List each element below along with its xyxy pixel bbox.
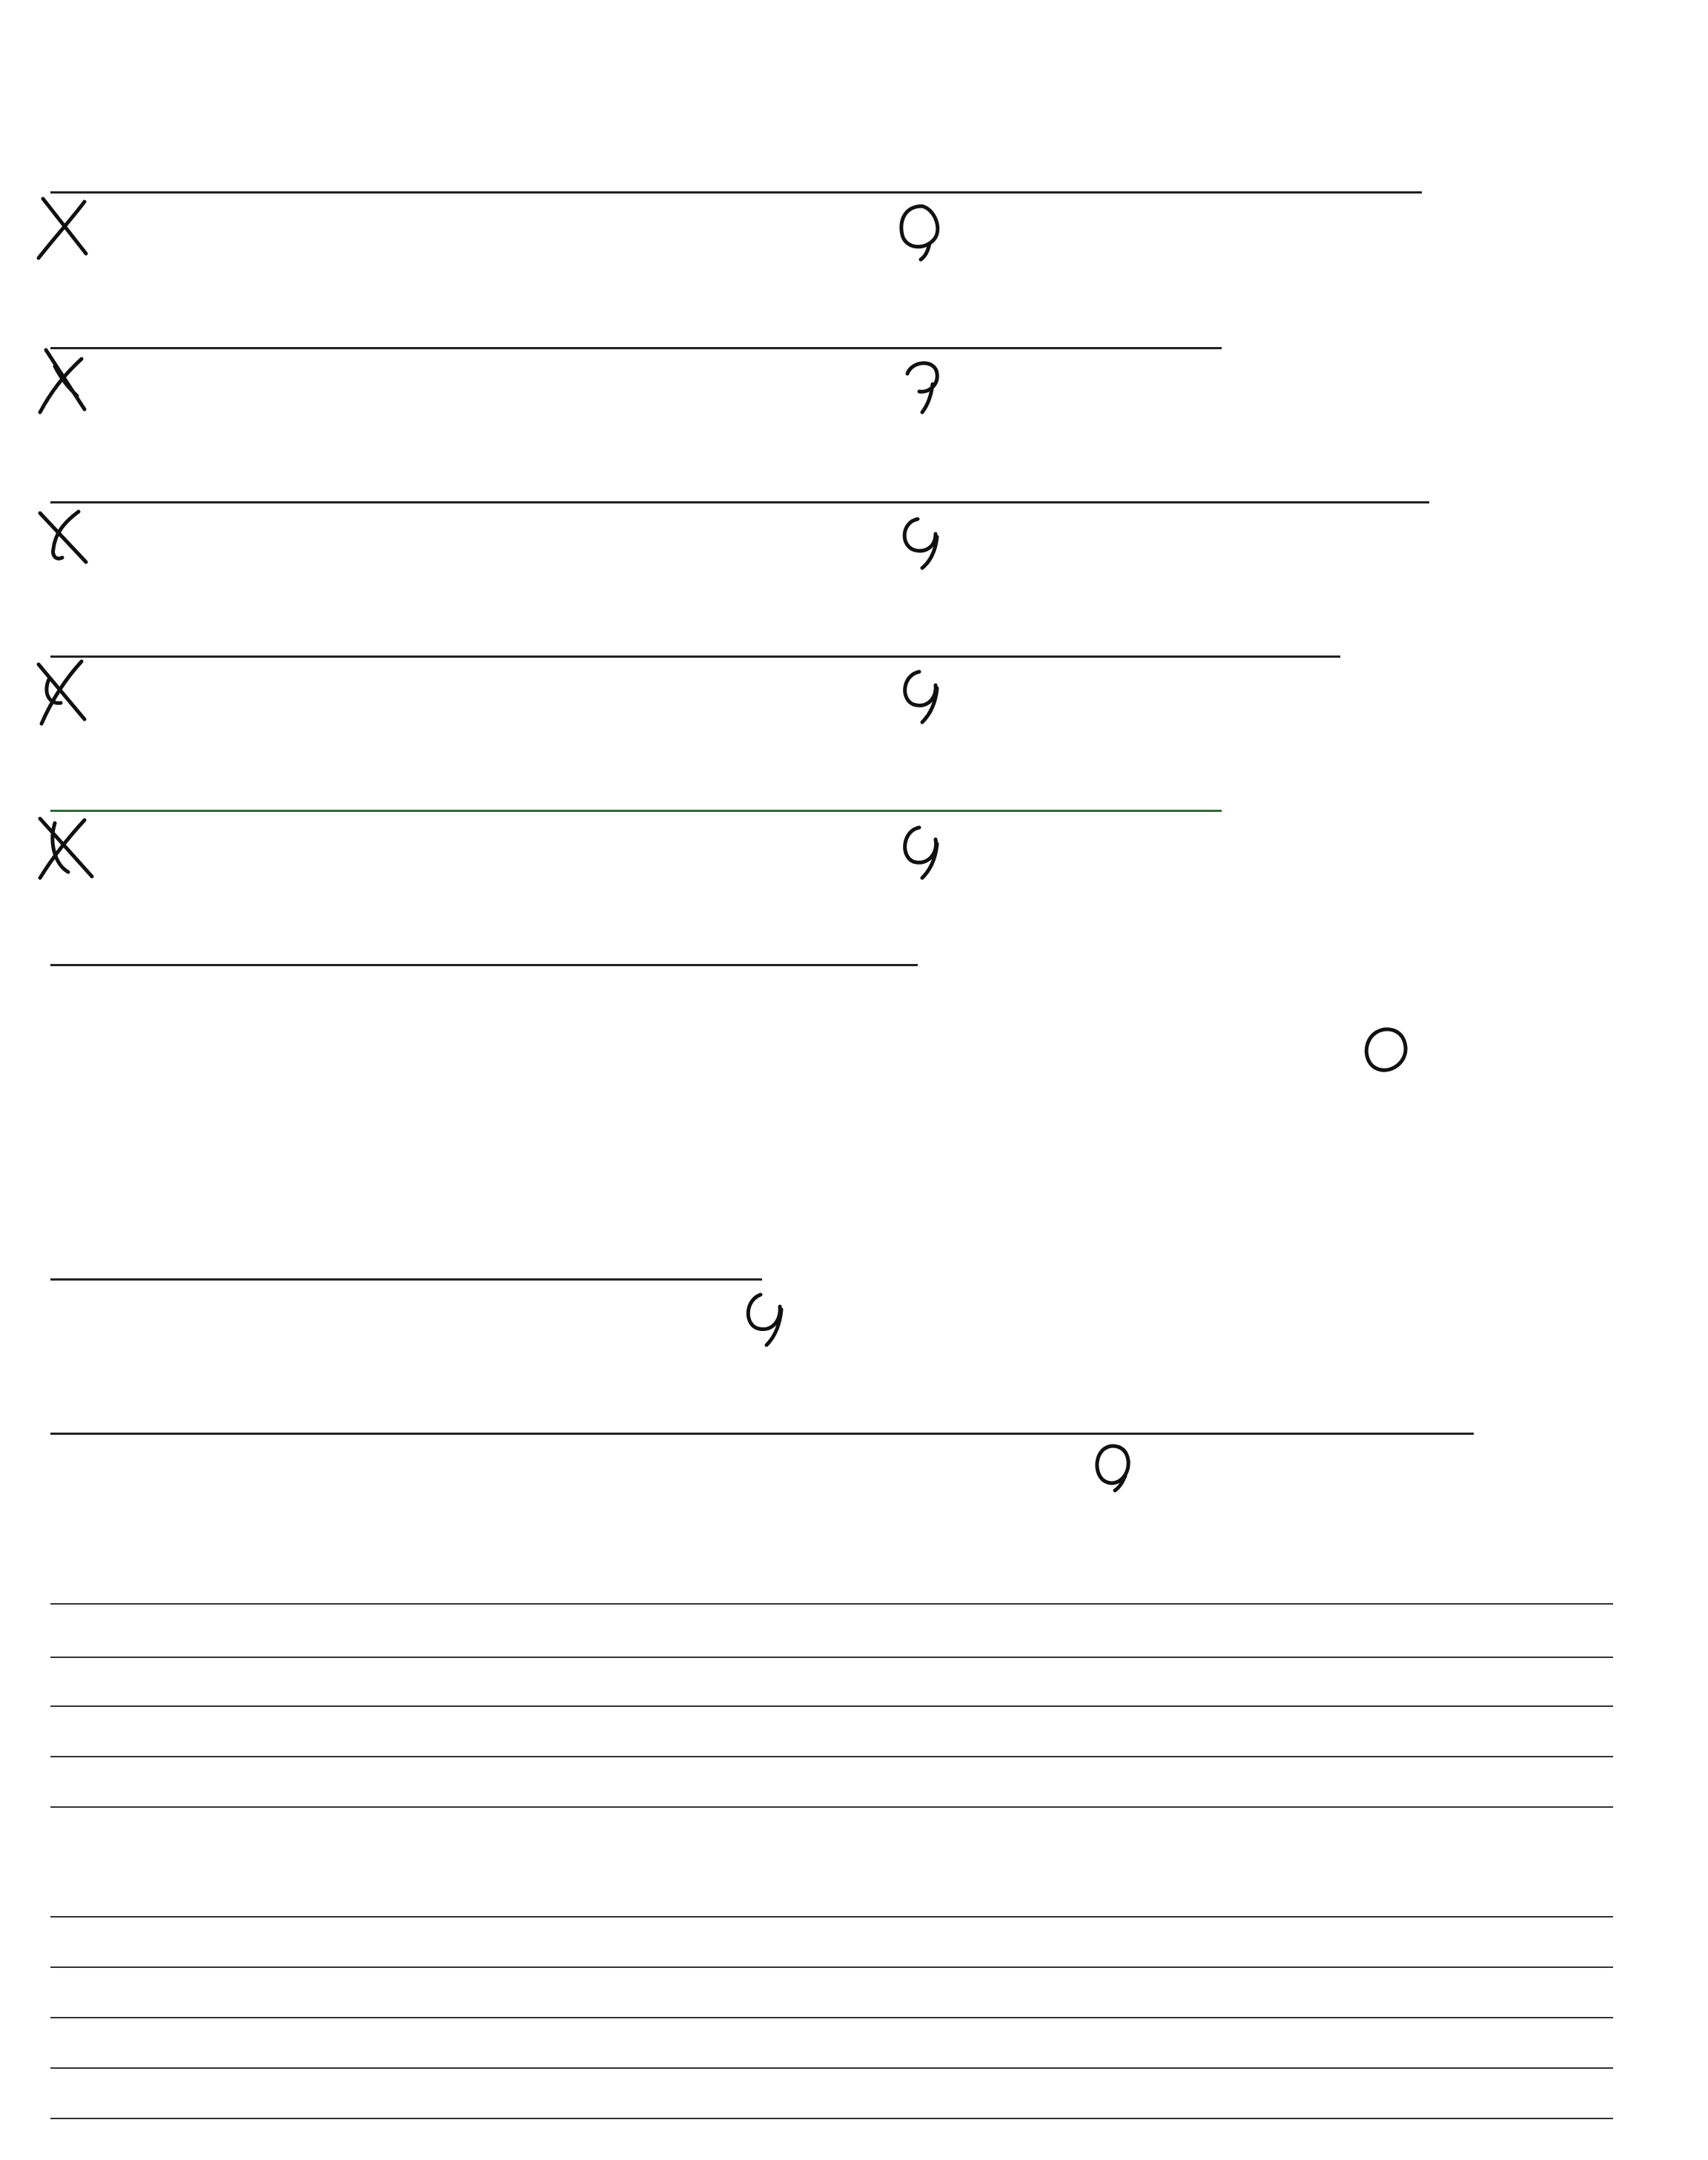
q10-answer-line xyxy=(50,1916,1613,1918)
q4-underline xyxy=(50,655,1340,658)
q6-underline xyxy=(50,964,918,966)
q10-answer-line xyxy=(50,2118,1613,2119)
q2-cross-mark xyxy=(33,344,99,418)
q8-circle-mark xyxy=(1085,1439,1137,1493)
q9-answer-line xyxy=(50,1806,1613,1808)
q7-underline xyxy=(50,1278,762,1281)
q10-answer-line xyxy=(50,2067,1613,2069)
q9-answer-line xyxy=(50,1603,1613,1605)
q1-underline xyxy=(50,191,1422,194)
q9-answer-line xyxy=(50,1705,1613,1707)
q5-underline xyxy=(50,810,1222,812)
q2-circle-mark xyxy=(893,351,952,415)
q3-underline xyxy=(50,501,1429,503)
q3-circle-mark xyxy=(893,507,952,571)
q1-cross-mark xyxy=(33,191,99,262)
q7-circle-mark xyxy=(737,1284,796,1348)
q9-answer-line xyxy=(50,1756,1613,1757)
q1-circle-mark xyxy=(893,199,952,262)
q5-circle-mark xyxy=(893,817,952,881)
q6-circle-mark xyxy=(1357,1023,1416,1080)
q3-cross-mark xyxy=(33,503,99,571)
q5-cross-mark xyxy=(33,813,104,884)
q10-answer-line xyxy=(50,2017,1613,2018)
q9-answer-line xyxy=(50,1657,1613,1658)
q4-circle-mark xyxy=(893,661,952,725)
q4-cross-mark xyxy=(33,657,99,728)
q8-underline xyxy=(50,1433,1474,1435)
q2-underline xyxy=(50,347,1222,349)
q10-answer-line xyxy=(50,1966,1613,1968)
